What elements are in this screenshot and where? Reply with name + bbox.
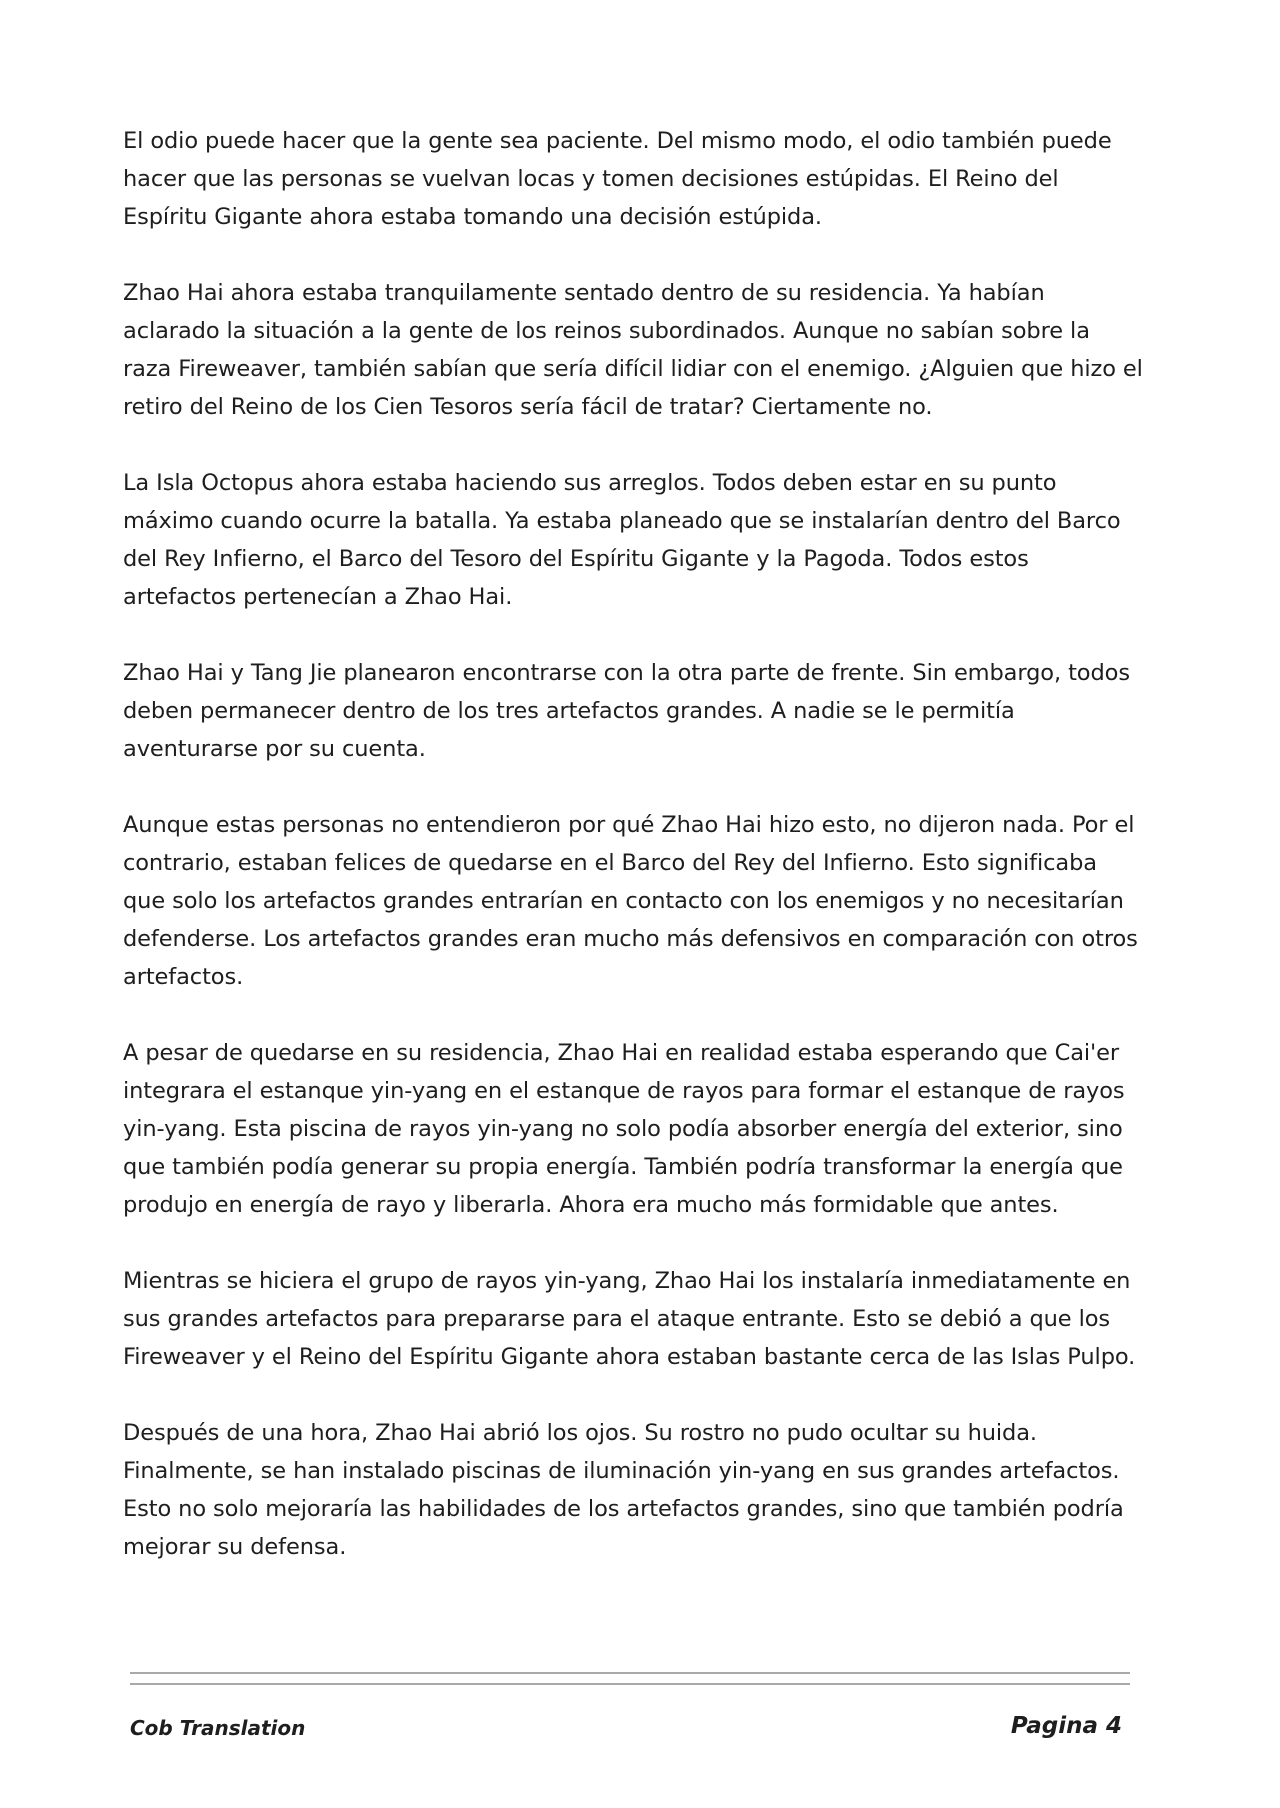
paragraph: Zhao Hai y Tang Jie planearon encontrarse con la otra parte de frente. Sin embargo, todos deben permanecer dentro de los tres artefactos grandes. A nadie se le permitía aventurarse por su cuenta. [123, 660, 1130, 762]
paragraph: Mientras se hiciera el grupo de rayos yin-yang, Zhao Hai los instalaría inmediatamente en sus grandes artefactos para prepararse para el ataque entrante. Esto se debió a que los Fireweaver y el Reino del Espíritu Gigante ahora estaban bastante cerca de las Islas Pulpo. [123, 1268, 1136, 1370]
paragraph: Aunque estas personas no entendieron por qué Zhao Hai hizo esto, no dijeron nada. Por el contrario, estaban felices de quedarse en el Barco del Rey del Infierno. Esto significaba que solo los artefactos grandes entrarían en contacto con los enemigos y no necesitarían defenderse. Los artefactos grandes eran mucho más defensivos en comparación con otros artefactos. [123, 812, 1138, 990]
document-body [123, 122, 1143, 1604]
paragraph: Después de una hora, Zhao Hai abrió los ojos. Su rostro no pudo ocultar su huida. Finalmente, se han instalado piscinas de iluminación yin-yang en sus grandes artefactos. Esto no solo mejoraría las habilidades de los artefactos grandes, sino que también podría mejorar su defensa. [123, 1420, 1124, 1560]
footer-divider-bottom [130, 1683, 1130, 1685]
footer-source-label: Cob Translation [130, 1716, 306, 1740]
paragraph: La Isla Octopus ahora estaba haciendo sus arreglos. Todos deben estar en su punto máximo cuando ocurre la batalla. Ya estaba planeado que se instalarían dentro del Barco del Rey Infierno, el Barco del Tesoro del Espíritu Gigante y la Pagoda. Todos estos artefactos pertenecían a Zhao Hai. [123, 470, 1121, 610]
footer-divider-top [130, 1672, 1130, 1674]
paragraph: El odio puede hacer que la gente sea paciente. Del mismo modo, el odio también puede hacer que las personas se vuelvan locas y tomen decisiones estúpidas. El Reino del Espíritu Gigante ahora estaba tomando una decisión estúpida. [123, 128, 1112, 230]
footer-page-number: Pagina 4 [1010, 1713, 1122, 1739]
paragraph: Zhao Hai ahora estaba tranquilamente sentado dentro de su residencia. Ya habían aclarado la situación a la gente de los reinos subordinados. Aunque no sabían sobre la raza Fireweaver, también sabían que sería difícil lidiar con el enemigo. ¿Alguien que hizo el retiro del Reino de los Cien Tesoros sería fácil de tratar? Ciertamente no. [123, 280, 1143, 420]
paragraph: A pesar de quedarse en su residencia, Zhao Hai en realidad estaba esperando que Cai'er integrara el estanque yin-yang en el estanque de rayos para formar el estanque de rayos yin-yang. Esta piscina de rayos yin-yang no solo podía absorber energía del exterior, sino que también podía generar su propia energía. También podría transformar la energía que produjo en energía de rayo y liberarla. Ahora era mucho más formidable que antes. [123, 1040, 1125, 1218]
